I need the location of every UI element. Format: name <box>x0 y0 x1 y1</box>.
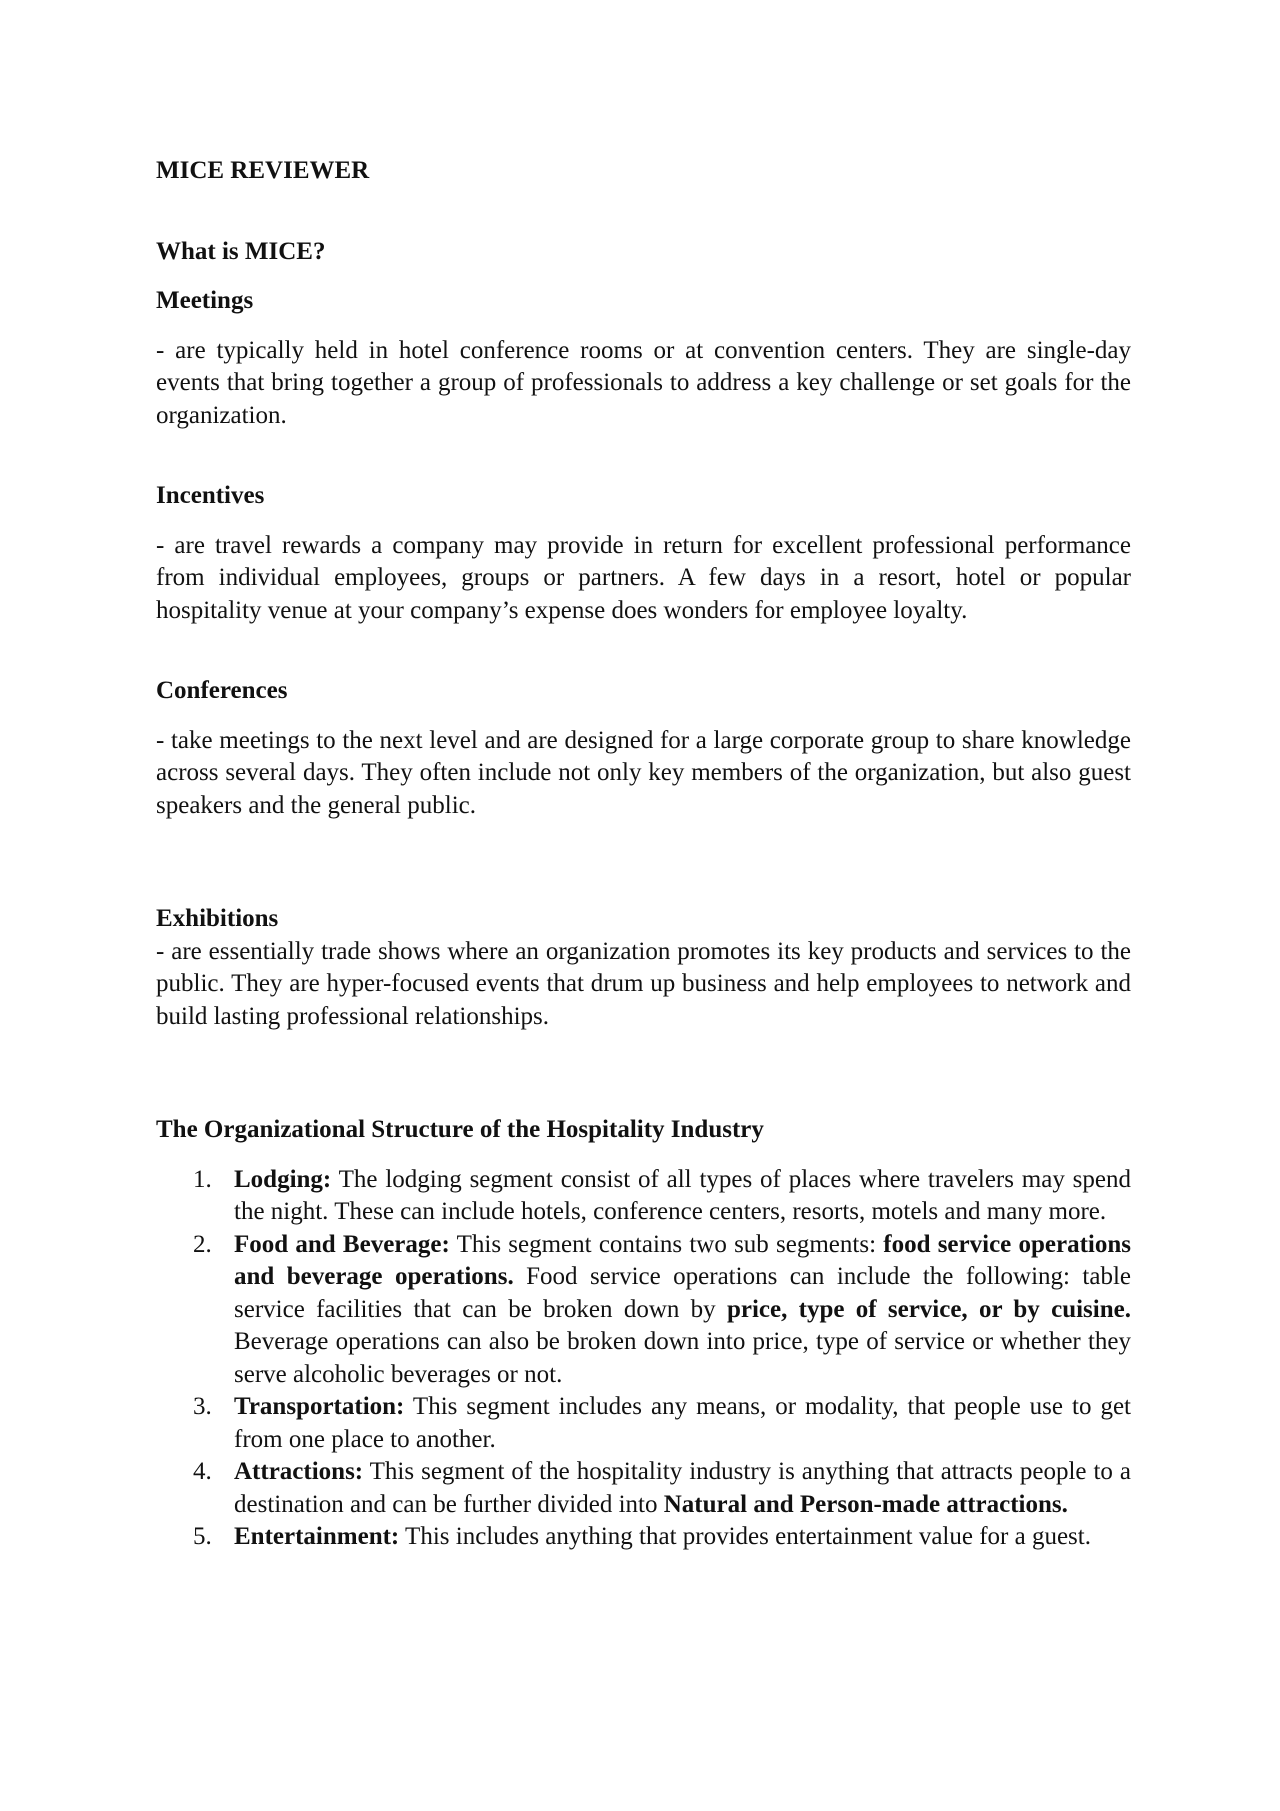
term-definition: - are essentially trade shows where an organization promotes its key products and services to the public. They are hyper-focused events that drum up business and help employees to network and build lasting professional relationships. <box>156 937 1131 1030</box>
term-definition: - are travel rewards a company may provide in return for excellent professional performance from individual employees, groups or partners. A few days in a resort, hotel or popular hospitality venue at your company’s expense does wonders for employee loyalty. <box>156 531 1131 624</box>
list-item-text: This includes anything that provides entertainment value for a guest. <box>399 1523 1091 1550</box>
list-item-text: This segment of the hospitality industry is anything that attracts people to a destination and can be further divided into <box>234 1458 1131 1518</box>
list-item-text: Beverage operations can also be broken down into price, type of service or whether they serve alcoholic beverages or not. <box>234 1328 1131 1388</box>
list-item-text: This segment contains two sub segments: <box>449 1230 884 1258</box>
list-item-text: This segment includes any means, or modality, that people use to get from one place to another. <box>234 1393 1131 1453</box>
term-heading: Incentives <box>156 482 265 509</box>
term-incentives <box>156 480 1131 627</box>
list-item-emphasis: price, type of service, or by cuisine. <box>726 1295 1131 1323</box>
list-item-text: Food service operations can include the following: table service facilities that can be broken down by <box>234 1263 1131 1323</box>
list-item-entertainment <box>156 1521 1131 1554</box>
document-title: MICE REVIEWER <box>156 157 370 184</box>
term-heading: Meetings <box>156 287 254 314</box>
list-item-emphasis: Natural and Person-made attractions. <box>663 1490 1068 1518</box>
list-number: 3. <box>193 1393 212 1420</box>
document-page <box>156 155 1131 1554</box>
term-definition: - take meetings to the next level and are designed for a large corporate group to share knowledge across several days. They often include not only key members of the organization, but also guest speakers and the general public. <box>156 726 1131 819</box>
term-definition: - are typically held in hotel conference rooms or at convention centers. They are single-day events that bring together a group of professionals to address a key challenge or set goals for the organization. <box>156 336 1131 429</box>
intro-question: What is MICE? <box>156 237 326 265</box>
structure-list <box>156 1164 1131 1554</box>
organizational-structure-section <box>156 1114 1131 1554</box>
term-meetings <box>156 285 1131 432</box>
list-item-emphasis: food service operations and beverage operations. <box>234 1230 1131 1290</box>
list-item-text: The lodging segment consist of all types of places where travelers may spend the night. These can include hotels, conference centers, resorts, motels and many more. <box>234 1165 1131 1225</box>
list-item-label: Entertainment: <box>234 1523 400 1550</box>
list-item-label: Transportation: <box>234 1393 405 1420</box>
list-item-attractions <box>156 1456 1131 1521</box>
list-item-transportation <box>156 1391 1131 1456</box>
term-conferences <box>156 675 1131 822</box>
term-exhibitions <box>156 903 1131 1033</box>
term-heading: Conferences <box>156 677 288 704</box>
list-item-food-and-beverage <box>156 1229 1131 1392</box>
section-heading: The Organizational Structure of the Hospitality Industry <box>156 1116 764 1143</box>
list-item-label: Lodging: <box>234 1165 332 1193</box>
list-number: 1. <box>193 1165 212 1193</box>
list-number: 4. <box>193 1458 212 1485</box>
term-heading: Exhibitions <box>156 905 279 932</box>
list-number: 5. <box>193 1523 212 1550</box>
list-item-label: Food and Beverage: <box>234 1230 450 1258</box>
list-item-lodging <box>156 1164 1131 1229</box>
list-number: 2. <box>193 1230 212 1258</box>
list-item-label: Attractions: <box>234 1458 364 1485</box>
